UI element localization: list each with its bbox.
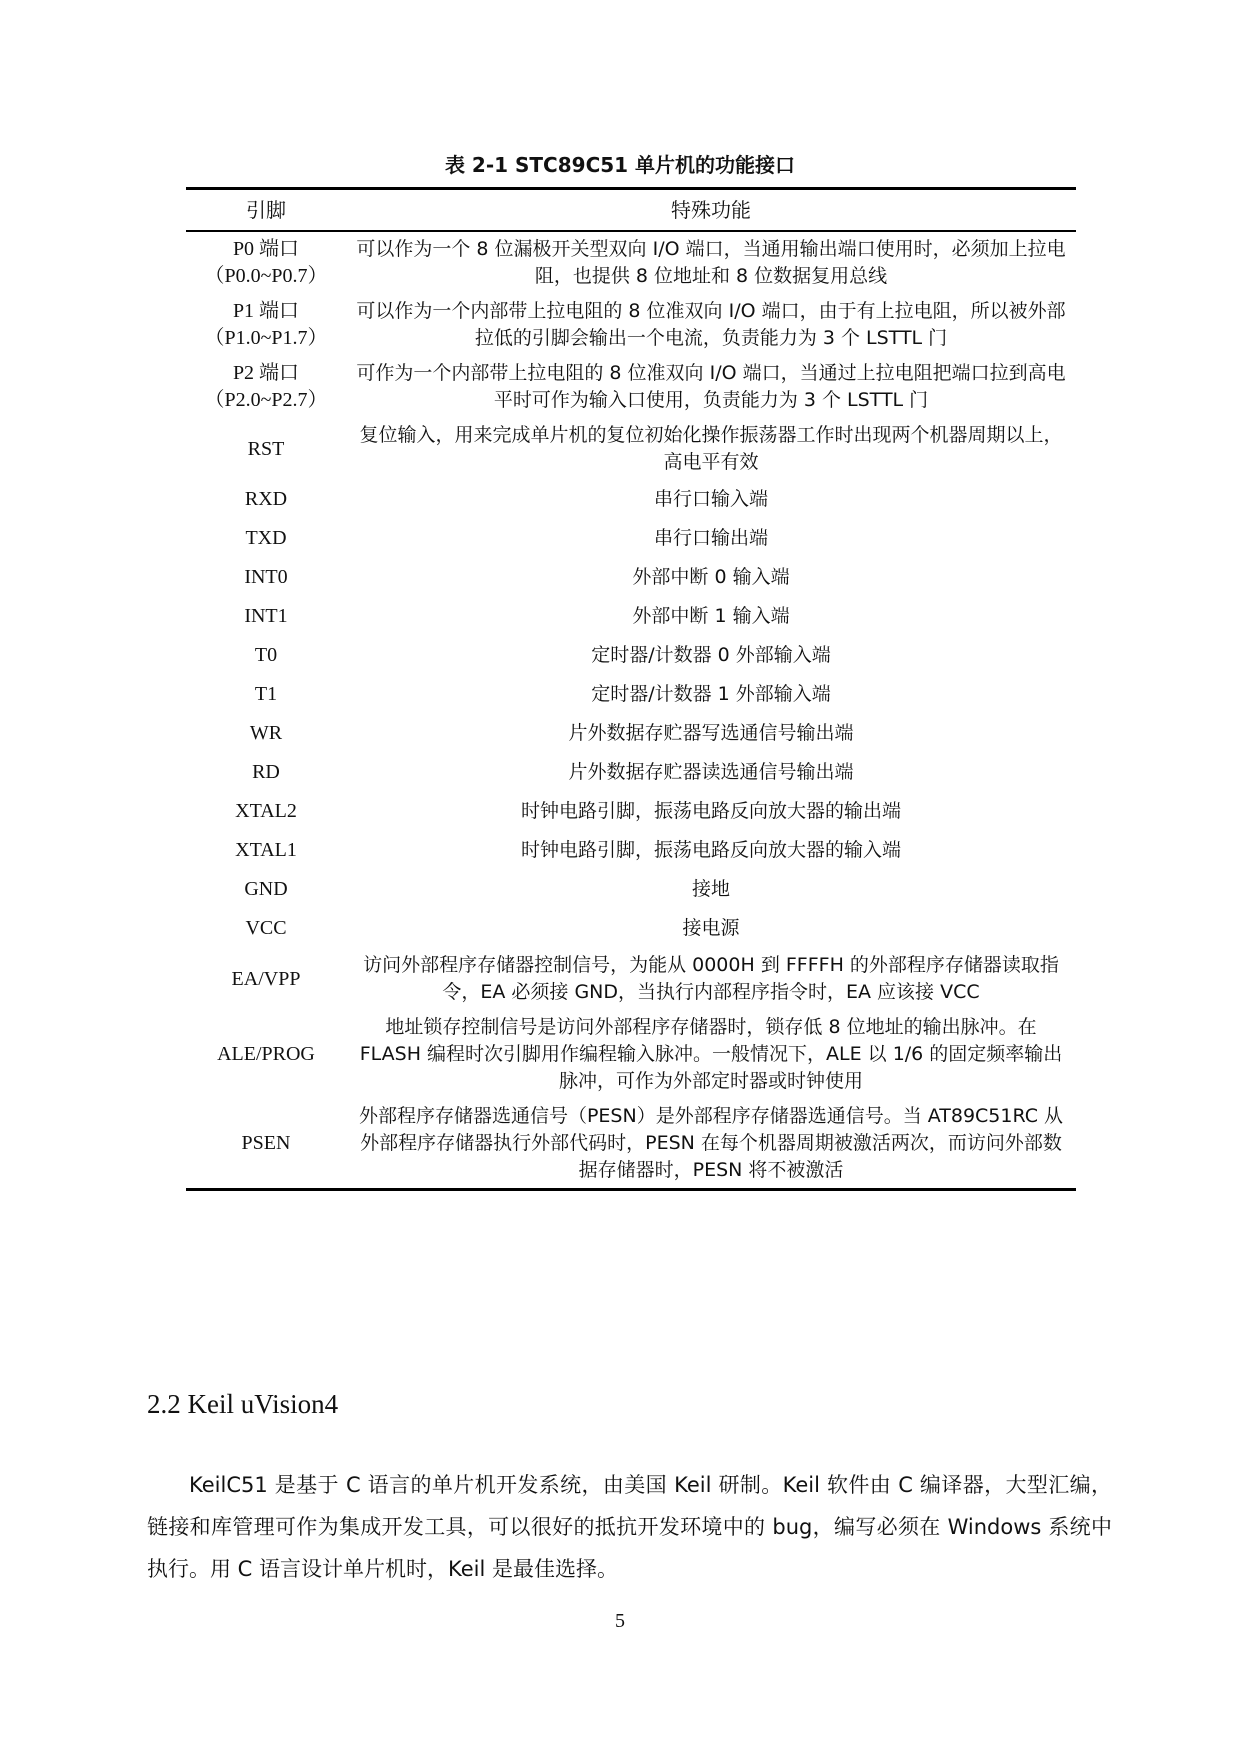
function-cell: 片外数据存贮器读选通信号输出端 [568, 761, 854, 783]
table-row [186, 597, 1076, 636]
function-cell: 可以作为一个 8 位漏极开关型双向 I/O 端口，当通用输出端口使用时，必须加上拉电阻，也提供 8 位地址和 8 位数据复用总线 [356, 238, 1066, 287]
table-row [186, 558, 1076, 597]
pin-cell: PSEN [186, 1099, 346, 1190]
function-cell: 外部中断 1 输入端 [632, 605, 790, 627]
pin-cell: XTAL2 [235, 800, 297, 822]
function-cell: 定时器/计数器 0 外部输入端 [591, 644, 831, 666]
pin-cell: P0 端口（P0.0~P0.7） [204, 238, 328, 287]
table-row [186, 870, 1076, 909]
function-cell: 定时器/计数器 1 外部输入端 [591, 683, 831, 705]
pin-cell: ALE/PROG [217, 1043, 315, 1065]
table-caption: 表 2-1 STC89C51 单片机的功能接口 [444, 153, 796, 177]
header-pin: 引脚 [186, 189, 346, 232]
pin-cell: EA/VPP [231, 967, 301, 990]
function-cell: 串行口输出端 [653, 527, 768, 549]
pin-cell: RST [247, 437, 285, 460]
function-cell: 外部中断 0 输入端 [632, 566, 790, 588]
table-header-row [186, 189, 1076, 232]
function-cell: 地址锁存控制信号是访问外部程序存储器时，锁存低 8 位地址的输出脉冲。在 FLASH 编程时次引脚用作编程输入脉冲。一般情况下，ALE 以 1/6 的固定频率输出脉冲，可作为外部定时器或时钟使用 [359, 1016, 1063, 1092]
body-paragraph: KeilC51 是基于 C 语言的单片机开发系统，由美国 Keil 研制。Keil 软件由 C 编译器，大型汇编，链接和库管理可作为集成开发工具，可以很好的抵抗开发环境中的 bug，编写必须在 Windows 系统中执行。用 C 语言设计单片机时，Keil 是最佳选择。 [147, 1473, 1112, 1581]
table-row [186, 714, 1076, 753]
table-row [186, 294, 1076, 356]
pin-function-table [186, 187, 1076, 1191]
function-cell: 可作为一个内部带上拉电阻的 8 位准双向 I/O 端口，当通过上拉电阻把端口拉到高电平时可作为输入口使用，负责能力为 3 个 LSTTL 门 [356, 362, 1066, 411]
pin-cell: P1 端口（P1.0~P1.7） [204, 300, 328, 349]
function-cell: 访问外部程序存储器控制信号，为能从 0000H 到 FFFFH 的外部程序存储器读取指令，EA 必须接 GND，当执行内部程序指令时，EA 应该接 VCC [363, 954, 1059, 1003]
table-row [186, 1099, 1076, 1190]
table-row [186, 480, 1076, 519]
table-row [186, 909, 1076, 948]
page-number: 5 [615, 1610, 625, 1632]
function-cell: 时钟电路引脚，振荡电路反向放大器的输出端 [520, 800, 901, 822]
function-cell: 可以作为一个内部带上拉电阻的 8 位准双向 I/O 端口，由于有上拉电阻，所以被外部拉低的引脚会输出一个电流，负责能力为 3 个 LSTTL 门 [356, 300, 1066, 349]
table-row [186, 636, 1076, 675]
pin-cell: T1 [254, 683, 278, 705]
table-row [186, 675, 1076, 714]
pin-cell: INT0 [244, 566, 288, 588]
pin-cell: INT1 [244, 605, 288, 627]
function-cell: 片外数据存贮器写选通信号输出端 [568, 722, 854, 744]
pin-cell: VCC [245, 917, 287, 939]
table-row [186, 356, 1076, 418]
function-cell: 接电源 [682, 917, 740, 939]
table-row [186, 792, 1076, 831]
function-cell: 外部程序存储器选通信号（PESN）是外部程序存储器选通信号。当 AT89C51RC 从外部程序存储器执行外部代码时，PESN 在每个机器周期被激活两次，而访问外部数据存储器时，PESN 将不被激活 [346, 1099, 1076, 1190]
function-cell: 复位输入，用来完成单片机的复位初始化操作振荡器工作时出现两个机器周期以上，高电平有效 [359, 424, 1063, 473]
pin-cell: P2 端口（P2.0~P2.7） [204, 362, 328, 411]
header-function: 特殊功能 [346, 189, 1076, 232]
section-heading: 2.2 Keil uVision4 [147, 1389, 339, 1419]
table-row [186, 831, 1076, 870]
pin-cell: T0 [254, 644, 278, 666]
function-cell: 时钟电路引脚，振荡电路反向放大器的输入端 [520, 839, 901, 861]
table-row [186, 231, 1076, 294]
pin-cell: WR [249, 722, 283, 744]
pin-cell: GND [244, 878, 288, 900]
function-cell: 串行口输入端 [653, 488, 768, 510]
function-cell: 接地 [691, 878, 730, 900]
table-row [186, 418, 1076, 480]
table-row [186, 753, 1076, 792]
pin-cell: RD [252, 761, 280, 783]
pin-cell: TXD [245, 527, 287, 549]
pin-cell: RXD [244, 488, 288, 510]
pin-cell: XTAL1 [235, 839, 297, 861]
table-row [186, 948, 1076, 1010]
table-row [186, 519, 1076, 558]
table-row [186, 1010, 1076, 1099]
